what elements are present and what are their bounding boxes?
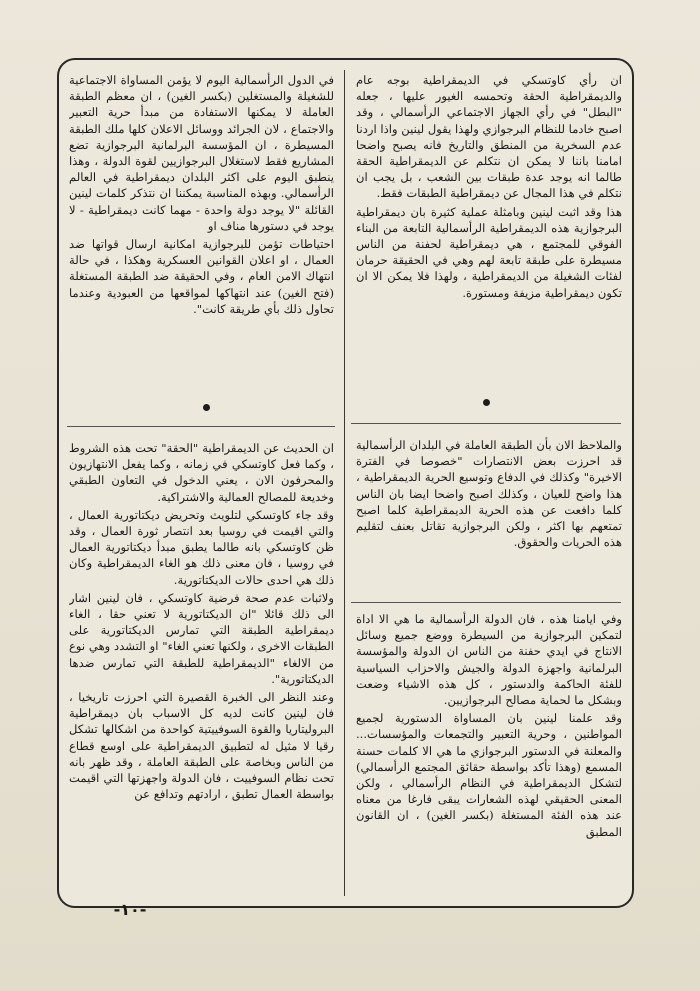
- right-column-middle: [356, 437, 622, 597]
- right-column-bottom: [356, 611, 622, 899]
- left-column-bottom: [69, 440, 334, 898]
- paragraph: والملاحظ الان بأن الطبقة العاملة في البلدان الرأسمالية قد احرزت بعض الانتصارات "خصوصا في الفترة الاخيرة" وكذلك في الدفاع وتوسيع الحرية الديمقراطية ، هذا واضح للعيان ، وكذلك اصبح واضحا ايضا بان الناس كلما دافعت عن هذه الحرية الديمقراطية كلما اصبح تمتعهم بها اكثر ، ولكن البرجوازية تقاتل بعنف لتقليم هذه الحريات والحقوق.: [356, 438, 622, 550]
- section-separator-dot: [483, 399, 490, 406]
- paragraph: هذا وقد اثبت لينين وبامثلة عملية كثيرة بان ديمقراطية البرجوازية هذه الديمقراطية الرأسمالية التابعة من البناء الفوقي للمجتمع ، هي ديمقراطية لحفنة من الناس مسيطرة على طبقة تابعة لهم وهي في الحقيقة حرمان لفئات الشغيلة من الديمقراطية ، ولهذا فلا يمكن الا ان تكون ديمقراطية مزيفة ومستورة.: [356, 204, 622, 300]
- left-column-top: [69, 72, 334, 412]
- paragraph: وقد جاء كاوتسكي لتلويث وتحريض ديكتاتورية العمال ، والتي اقيمت في روسيا بعد انتصار ثورة العمال ، وقد ظن كاوتسكي بانه طالما يطبق مبدأ ديكتاتورية العمال في روسيا ، فان معنى ذلك هو الغاء الديمقراطية وكان ذلك هي احدى حالات الديكتاتورية.: [69, 507, 334, 587]
- paragraph: ان رأي كاوتسكي في الديمقراطية بوجه عام والديمقراطية الحقة وتحمسه الغيور عليها ، جعله "البطل" في رأي الجهاز الاجتماعي الرأسمالي ، وقد اصبح خادما للنظام البرجوازي ولهذا يقول لينين واذا اردنا عدم السخرية من المنطق والتاريخ فانه يصبح واضحا امامنا باننا لا يمكن ان نتكلم عن الديمقراطية الحقة طالما انه يوجد عدة طبقات بين الشعب ، بل يجب ان نتكلم في هذا المجال عن ديمقراطية الطبقات فقط.: [356, 73, 622, 201]
- paragraph: ولاثبات عدم صحة فرضية كاوتسكي ، فان لينين اشار الى ذلك قائلا "ان الديكتاتورية لا تعني حقا ، الغاء ديمقراطية الطبقة التي تمارس الديكتاتورية على الطبقات الاخرى ، ولكنها تعني الغاء" او التشدد وهي نوع من الالغاء "الديمقراطية للطبقة التي تمارس ضدها الديكتاتورية".: [69, 590, 334, 686]
- page-number: -١٠-: [113, 900, 147, 919]
- section-rule: [67, 426, 335, 427]
- section-rule: [351, 423, 621, 424]
- column-divider: [344, 70, 345, 896]
- paragraph: وفي ايامنا هذه ، فان الدولة الرأسمالية ما هي الا اداة لتمكين البرجوازية من السيطرة ووضع جميع وسائل الانتاج في ايدي حفنة من الناس ان الدولة والمؤسسة البرلمانية واجهزة الدولة والجيش والاحزاب السياسية للفئة الحاكمة والدستور ، كل هذه الاشياء وضعت وبشكل ما لحماية مصالح البرجوازيين.: [356, 612, 622, 708]
- article-frame: [57, 58, 634, 908]
- section-separator-dot: [203, 404, 210, 411]
- section-rule: [351, 602, 621, 603]
- right-column-top: [356, 72, 622, 412]
- paragraph: وعند النظر الى الخبرة القصيرة التي احرزت تاريخيا ، فان لينين كانت لديه كل الاسباب بان ديمقراطية البروليتاريا والقوة السوفييتية كواحدة من اشكالها تشكل رقيا لا مثيل له لتطبيق الديمقراطية على اوسع قطاع من الناس وبخاصة على الطبقة العاملة ، وقد ظهر بانه تحت نظام السوفييت ، فان الدولة واجهزتها التي اقيمت بواسطة العمال تطبق ، ارادتهم وتدافع عن: [69, 690, 334, 802]
- paragraph: وقد علمنا لينين بان المساواة الدستورية لجميع المواطنين ، وحرية التعبير والتجمعات والمؤسسات... والمعلنة في الدستور البرجوازي ما هي الا كلمات حسنة المسمع (وهذا تأكد بواسطة حقائق المجتمع الرأسمالي) لتشكل الديمقراطية في النظام الرأسمالي ، ولكن المعنى الحقيقي لهذه الشعارات يبقى فارغا من معناه عند هذه الفئة المستغلة (بكسر الغين) ، ان القانون المطبق: [356, 711, 622, 839]
- paragraph: ان الحديث عن الديمقراطية "الحقة" تحت هذه الشروط ، وكما فعل كاوتسكي في زمانه ، وكما يفعل الانتهازيون والمحرفون الان ، يعني الدخول في التعاون الطبقي وخديعة للمصالح العمالية والاشتراكية.: [69, 441, 334, 504]
- paragraph: احتياطات تؤمن للبرجوازية امكانية ارسال قواتها ضد العمال ، او اعلان القوانين العسكرية وهكذا ، في حالة انتهاك الامن العام ، وفي الحقيقة ضد الطبقة المستغلة (فتح الغين) عند انتهاكها لمواقعها من العبودية وعندما تحاول ذلك بأي طريقة كانت".: [69, 237, 334, 316]
- paragraph: في الدول الرأسمالية اليوم لا يؤمن المساواة الاجتماعية للشغيلة والمستغلين (بكسر الغين) ، ان معظم الطبقة العاملة لا يمكنها الاستفادة من مبدأ حرية التعبير والاجتماع ، لان الجرائد ووسائل الاعلان كلها ملك الطبقة المسيطرة ، ان المؤسسة البرلمانية البرجوازية تضع المشاريع فقط لاستغلال البرجوازيين لقوة الدولة ، وهذا ينطبق اليوم على اكثر البلدان ديمقراطية في العالم الرأسمالي. وبهذه المناسبة يمكننا ان نتذكر كلمات لينين القائلة "لا يوجد دولة واحدة - مهما كانت ديمقراطية - لا يوجد في دستورها مناف او: [69, 73, 334, 233]
